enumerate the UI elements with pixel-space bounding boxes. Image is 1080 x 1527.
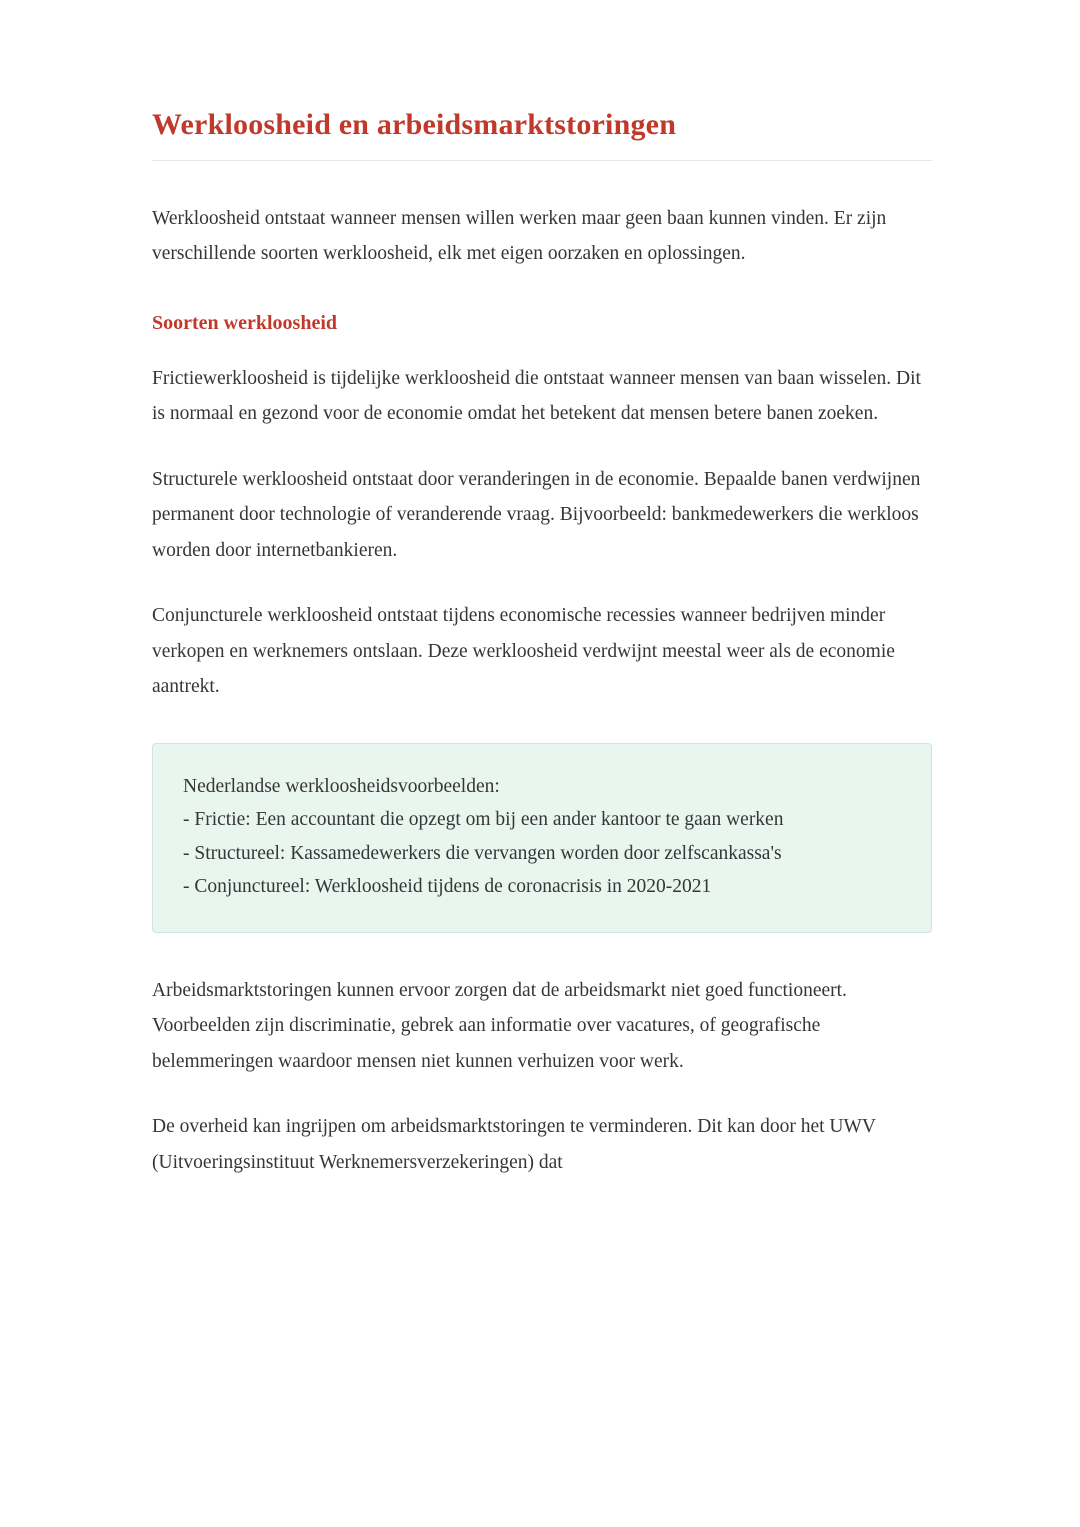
- paragraph-structurele-werkloosheid: Structurele werkloosheid ontstaat door veranderingen in de economie. Bepaalde banen verdwijnen permanent door technologie of veranderende vraag. Bijvoorbeeld: bankmedewerkers die werkloos worden door internetbankieren.: [152, 468, 921, 561]
- paragraph-arbeidsmarktstoringen: Arbeidsmarktstoringen kunnen ervoor zorgen dat de arbeidsmarkt niet goed functioneert. Voorbeelden zijn discriminatie, gebrek aan informatie over vacatures, of geografische belemmeringen waardoor mensen niet kunnen verhuizen voor werk.: [152, 979, 847, 1072]
- title-divider: [152, 160, 932, 161]
- callout-item-structureel: - Structureel: Kassamedewerkers die vervangen worden door zelfscankassa's: [183, 842, 782, 864]
- page-title: Werkloosheid en arbeidsmarktstoringen: [152, 108, 677, 141]
- callout-heading: Nederlandse werkloosheidsvoorbeelden:: [183, 775, 500, 797]
- document-body: [152, 0, 932, 1180]
- example-callout-box: [152, 743, 932, 933]
- callout-item-frictie: - Frictie: Een accountant die opzegt om bij een ander kantoor te gaan werken: [183, 809, 784, 831]
- paragraph-conjuncturele-werkloosheid: Conjuncturele werkloosheid ontstaat tijdens economische recessies wanneer bedrijven minder verkopen en werknemers ontslaan. Deze werkloosheid verdwijnt meestal weer als de economie aantrekt.: [152, 605, 895, 698]
- intro-paragraph: Werkloosheid ontstaat wanneer mensen willen werken maar geen baan kunnen vinden. Er zijn verschillende soorten werkloosheid, elk met eigen oorzaken en oplossingen.: [152, 208, 887, 265]
- paragraph-frictiewerkloosheid: Frictiewerkloosheid is tijdelijke werkloosheid die ontstaat wanneer mensen van baan wisselen. Dit is normaal en gezond voor de economie omdat het betekent dat mensen betere banen zoeken.: [152, 367, 921, 425]
- section-heading-soorten-werkloosheid: Soorten werkloosheid: [152, 311, 337, 334]
- paragraph-overheid-uwv: De overheid kan ingrijpen om arbeidsmarktstoringen te verminderen. Dit kan door het UWV (Uitvoeringsinstituut Werknemersverzekeringen) dat: [152, 1116, 876, 1173]
- callout-item-conjunctureel: - Conjunctureel: Werkloosheid tijdens de coronacrisis in 2020-2021: [183, 876, 712, 898]
